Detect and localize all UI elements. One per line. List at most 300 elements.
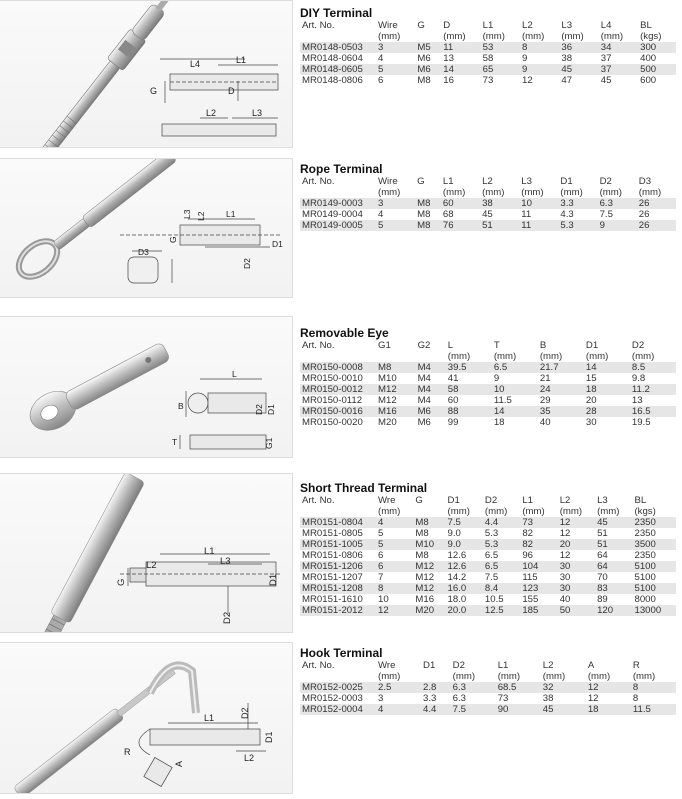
table-unit-row — [300, 351, 676, 362]
table-cell: D1 — [560, 176, 573, 187]
table-cell: Wre — [378, 495, 396, 506]
dim-label-g: G — [116, 578, 127, 586]
dim-label-l3: L3 — [252, 108, 263, 118]
table-cell: 2350 — [634, 528, 656, 539]
table-cell: M4 — [417, 373, 431, 384]
table-cell: 30 — [559, 572, 571, 583]
table-cell: MR0151-0806 — [302, 550, 363, 561]
table-cell: (mm) — [599, 187, 622, 198]
table-cell: 2350 — [634, 550, 656, 561]
table-cell: 7.5 — [599, 209, 613, 220]
table-cell: 16.0 — [446, 583, 483, 594]
table-cell: 70 — [597, 572, 608, 583]
table-cell: Art. No. — [302, 340, 335, 351]
table-cell: M6 — [415, 64, 441, 75]
table-cell: L3 — [597, 495, 608, 506]
table-cell: 2.8 — [421, 682, 451, 693]
table-cell: L3 — [521, 176, 532, 187]
table-cell: (mm) — [631, 351, 655, 362]
table-cell: 73 — [482, 75, 494, 86]
table-cell: 18 — [584, 384, 630, 395]
table-cell: (mm) — [587, 671, 611, 682]
table-cell: 12 — [558, 517, 595, 528]
table-cell: 38 — [561, 53, 573, 64]
table-cell: L3 — [561, 20, 573, 31]
table-cell: 5 — [376, 220, 415, 231]
table-cell: R — [632, 660, 640, 671]
table-header-row — [300, 495, 676, 506]
table-unit-row — [300, 506, 676, 517]
table-cell: 13 — [443, 53, 454, 64]
dim-label-l4: L4 — [190, 59, 201, 69]
table-cell: MR0151-0805 — [302, 528, 363, 539]
table-unit-row — [300, 671, 676, 682]
table-cell: 5 — [376, 539, 413, 550]
dim-label-l2: L2 — [146, 560, 157, 571]
spec-table — [300, 660, 676, 715]
table-cell: M4 — [416, 384, 446, 395]
table-cell: 5100 — [632, 561, 676, 572]
table-cell: 35 — [538, 406, 584, 417]
table-unit-row — [300, 187, 676, 198]
dim-label-l1: L1 — [204, 546, 215, 557]
table-cell: 4 — [378, 53, 384, 64]
table-cell: 7.5 — [484, 572, 499, 583]
dim-label-b: B — [178, 401, 184, 411]
table-cell: 89 — [597, 594, 608, 605]
table-cell — [300, 31, 376, 42]
table-header-row — [300, 340, 676, 351]
dim-label-d1: D1 — [268, 573, 279, 586]
table-cell: MR0151-1207 — [302, 572, 363, 583]
table-cell: MR0150-0008 — [300, 362, 376, 373]
table-cell: Art. No. — [302, 495, 335, 506]
table-row — [300, 528, 676, 539]
table-cell: MR0151-1610 — [302, 594, 363, 605]
table-cell: 5100 — [632, 583, 676, 594]
table-cell: (mm) — [521, 187, 544, 198]
table-cell: 26 — [638, 209, 650, 220]
table-cell: 4.4 — [421, 704, 451, 715]
table-row — [300, 539, 676, 550]
table-cell: 32 — [541, 682, 586, 693]
table-cell: 3 — [376, 198, 415, 209]
table-cell: 6.5 — [484, 550, 499, 561]
table-cell: (mm) — [521, 31, 545, 42]
table-row — [300, 406, 676, 417]
table-cell: M20 — [413, 605, 445, 616]
table-cell: 10 — [519, 198, 558, 209]
table-cell: MR0148-0604 — [302, 53, 363, 64]
table-cell: MR0152-0025 — [300, 682, 376, 693]
table-cell: M12 — [413, 583, 445, 594]
table-cell: Wire — [378, 20, 398, 31]
table-cell: (mm) — [638, 187, 662, 198]
table-cell: M8 — [415, 528, 429, 539]
table-cell: 11.2 — [630, 384, 676, 395]
table-row — [300, 42, 676, 53]
table-cell: 12 — [521, 75, 533, 86]
table-cell: M12 — [376, 384, 416, 395]
table-cell: D3 — [638, 176, 652, 187]
spec-table — [300, 176, 676, 231]
table-cell: 10 — [378, 594, 389, 605]
table-cell: 8 — [632, 693, 639, 704]
table-cell: 5.3 — [483, 539, 520, 550]
table-cell: 58 — [482, 53, 494, 64]
table-cell: 21.7 — [538, 362, 584, 373]
table-cell: 500 — [638, 64, 676, 75]
table-cell: 68 — [442, 209, 454, 220]
table-cell: D1 — [447, 495, 460, 506]
dim-label-d1: D1 — [266, 404, 276, 415]
table-cell: (mm) — [560, 187, 583, 198]
table-cell: 120 — [595, 605, 632, 616]
table-cell: MR0148-0806 — [302, 75, 363, 86]
table-cell: G — [417, 176, 425, 187]
table-cell: 155 — [522, 594, 539, 605]
dim-label-l: L — [232, 369, 237, 379]
table-cell: 4 — [376, 704, 421, 715]
table-cell: M16 — [415, 594, 435, 605]
table-cell: 13 — [631, 395, 643, 406]
table-cell: (mm) — [482, 187, 505, 198]
table-cell: 36 — [559, 42, 598, 53]
table-cell: M12 — [378, 395, 397, 406]
section-title: Hook Terminal — [300, 646, 383, 660]
table-cell: 3.3 — [558, 198, 597, 209]
table-row — [300, 594, 676, 605]
table-cell: 51 — [595, 539, 632, 550]
dim-label-d1: D1 — [264, 731, 274, 743]
table-cell: 4 — [378, 209, 384, 220]
table-cell: M8 — [376, 362, 416, 373]
diy-terminal-image — [0, 0, 293, 148]
table-cell: 6.5 — [483, 561, 520, 572]
section-title: Rope Terminal — [300, 162, 383, 176]
table-cell: 51 — [597, 528, 608, 539]
table-cell: 96 — [522, 550, 533, 561]
table-row — [300, 198, 676, 209]
table-header-row — [300, 20, 676, 31]
table-cell: B — [539, 340, 547, 351]
table-cell — [300, 671, 376, 682]
table-cell: 14 — [492, 406, 538, 417]
table-cell: 11.5 — [493, 395, 512, 406]
table-cell: 8.5 — [630, 362, 676, 373]
table-row — [300, 704, 676, 715]
table-cell: 28 — [584, 406, 630, 417]
table-row — [300, 362, 676, 373]
table-cell: M8 — [415, 550, 429, 561]
table-cell: Art. No. — [302, 176, 335, 187]
table-cell: 8000 — [634, 594, 656, 605]
table-cell: 6.3 — [598, 198, 637, 209]
table-cell: 5.3 — [484, 528, 499, 539]
table-cell: 82 — [522, 528, 533, 539]
table-cell: 64 — [595, 561, 632, 572]
table-unit-row — [300, 31, 676, 42]
table-cell: M10 — [378, 373, 397, 384]
table-cell: 14 — [584, 362, 630, 373]
table-cell: 12.6 — [447, 550, 467, 561]
table-cell: D — [443, 20, 451, 31]
table-cell: 37 — [599, 64, 638, 75]
table-row — [300, 517, 676, 528]
table-cell: (mm) — [378, 671, 401, 682]
table-cell: BL — [634, 495, 647, 506]
table-cell: 18 — [586, 704, 631, 715]
table-cell: 26 — [637, 220, 676, 231]
table-cell: M8 — [417, 75, 431, 86]
table-cell: 3500 — [632, 539, 676, 550]
table-cell: M8 — [417, 209, 431, 220]
table-cell: T — [493, 340, 500, 351]
table-cell: L1 — [482, 20, 494, 31]
table-cell — [415, 31, 441, 42]
table-cell: (mm) — [442, 187, 466, 198]
table-cell: Wire — [378, 176, 398, 187]
table-cell: MR0152-0003 — [302, 693, 363, 704]
dim-label-l1: L1 — [226, 209, 236, 219]
dim-label-t: T — [172, 437, 178, 447]
table-cell: 5 — [376, 64, 415, 75]
table-cell: 600 — [640, 75, 657, 86]
table-cell — [421, 671, 451, 682]
table-cell: L2 — [482, 176, 493, 187]
table-cell: 9.8 — [631, 373, 646, 384]
table-cell: 16.5 — [630, 406, 676, 417]
table-row — [300, 64, 676, 75]
dim-label-d1: D1 — [272, 239, 283, 249]
dim-label-d2: D2 — [254, 404, 264, 415]
table-cell: 9 — [493, 373, 500, 384]
spec-table — [300, 20, 676, 86]
table-cell: MR0152-0004 — [300, 704, 376, 715]
table-cell: 6 — [378, 75, 384, 86]
spec-table — [300, 495, 676, 616]
table-cell: (mm) — [447, 351, 471, 362]
table-cell: 26 — [637, 198, 676, 209]
table-cell: 14 — [441, 64, 480, 75]
short-thread-terminal-image — [0, 473, 293, 633]
table-cell: D2 — [452, 660, 465, 671]
table-cell: 8 — [631, 682, 676, 693]
table-cell: 60 — [441, 198, 480, 209]
table-cell: 21 — [539, 373, 551, 384]
table-cell: 7 — [378, 572, 384, 583]
table-cell: L1 — [522, 495, 533, 506]
table-cell: MR0149-0003 — [300, 198, 376, 209]
table-row — [300, 572, 676, 583]
table-cell: (mm) — [484, 506, 508, 517]
dim-label-d2: D2 — [222, 611, 233, 624]
table-cell: 45 — [541, 704, 586, 715]
table-cell: 8 — [520, 42, 559, 53]
section-title: Short Thread Terminal — [300, 481, 428, 495]
table-cell: M8 — [415, 198, 441, 209]
table-cell: 19.5 — [631, 417, 651, 428]
table-cell: L4 — [600, 20, 612, 31]
table-cell: 41 — [447, 373, 459, 384]
dim-label-l2: L2 — [206, 108, 217, 118]
dim-label-d: D — [228, 86, 235, 96]
dim-label-r: R — [124, 747, 131, 757]
table-cell: Art. No. — [302, 660, 335, 671]
table-cell: (mm) — [597, 506, 620, 517]
table-cell: 18 — [493, 417, 505, 428]
table-cell: M12 — [413, 561, 445, 572]
dim-label-g: G — [168, 236, 178, 243]
table-cell — [376, 351, 416, 362]
table-cell: 9.0 — [447, 528, 461, 539]
table-cell: 9 — [521, 53, 528, 64]
table-cell: 6 — [376, 561, 413, 572]
table-cell: 45 — [482, 209, 493, 220]
table-cell: 115 — [522, 572, 538, 583]
table-cell: 10.5 — [484, 594, 504, 605]
table-cell: 40 — [539, 417, 551, 428]
table-cell: (mm) — [559, 506, 583, 517]
table-cell: G1 — [378, 340, 391, 351]
table-cell: 73 — [520, 517, 557, 528]
dim-label-g: G — [150, 86, 158, 96]
table-cell: G — [417, 20, 425, 31]
table-cell: (mm) — [539, 351, 563, 362]
table-cell: 40 — [559, 594, 571, 605]
table-cell: L2 — [521, 20, 533, 31]
table-cell: MR0151-0804 — [300, 517, 376, 528]
table-cell: 20 — [585, 395, 597, 406]
table-cell: MR0151-1206 — [300, 561, 376, 572]
table-cell: (mm) — [482, 31, 505, 42]
table-cell: 65 — [481, 64, 520, 75]
table-cell: G — [415, 495, 423, 506]
table-cell: MR0151-1005 — [300, 539, 376, 550]
table-cell: L — [447, 340, 454, 351]
table-row — [300, 75, 676, 86]
table-cell: MR0151-2012 — [300, 605, 376, 616]
table-cell: M6 — [417, 417, 431, 428]
table-cell: 7.5 — [451, 704, 496, 715]
table-row — [300, 605, 676, 616]
table-cell: D1 — [585, 340, 599, 351]
table-cell: MR0150-0112 — [302, 395, 363, 406]
table-row — [300, 583, 676, 594]
table-cell: 13000 — [632, 605, 676, 616]
table-cell: 16 — [443, 75, 454, 86]
table-cell — [415, 187, 441, 198]
table-row — [300, 693, 676, 704]
table-cell: 88 — [446, 406, 492, 417]
table-cell: MR0148-0503 — [300, 42, 376, 53]
table-cell — [300, 351, 376, 362]
dim-label-l2: L2 — [244, 753, 255, 763]
table-cell: 53 — [481, 42, 520, 53]
hook-terminal-image — [0, 642, 293, 794]
table-cell: 45 — [600, 75, 612, 86]
table-cell: (mm) — [542, 671, 566, 682]
table-cell: 76 — [441, 220, 480, 231]
table-row — [300, 561, 676, 572]
table-cell: (mm) — [561, 31, 584, 42]
table-cell: 99 — [447, 417, 459, 428]
table-cell: 12 — [559, 550, 571, 561]
table-cell: 24 — [538, 384, 584, 395]
table-cell: 68.5 — [496, 682, 541, 693]
table-header-row — [300, 660, 676, 671]
table-cell: 11.5 — [631, 704, 676, 715]
table-row — [300, 682, 676, 693]
table-cell: 3 — [376, 42, 415, 53]
table-cell: 30 — [585, 417, 597, 428]
dim-label-l1: L1 — [236, 55, 247, 65]
dim-label-l2: L2 — [196, 211, 206, 221]
table-cell: 38 — [542, 693, 554, 704]
table-cell: M6 — [417, 53, 431, 64]
table-cell: 37 — [600, 53, 612, 64]
table-cell: 12.5 — [483, 605, 520, 616]
table-cell: 12 — [559, 528, 571, 539]
table-cell: 12 — [376, 605, 413, 616]
table-cell: 11 — [441, 42, 480, 53]
table-cell: (mm) — [493, 351, 517, 362]
table-row — [300, 53, 676, 64]
table-cell: M16 — [376, 406, 416, 417]
table-cell: D1 — [423, 660, 436, 671]
table-cell: 45 — [595, 517, 632, 528]
section-title: Removable Eye — [300, 326, 389, 340]
table-cell: MR0148-0605 — [300, 64, 376, 75]
table-cell: D2 — [599, 176, 612, 187]
table-cell: 3.3 — [423, 693, 437, 704]
table-cell: MR0150-0010 — [302, 373, 363, 384]
table-cell: 6.5 — [492, 362, 538, 373]
table-cell: 2350 — [632, 517, 676, 528]
dim-label-l3: L3 — [182, 209, 192, 219]
table-cell: 2.5 — [376, 682, 421, 693]
table-cell: 104 — [520, 561, 557, 572]
table-cell: 7.5 — [446, 517, 483, 528]
dim-label-d2: D2 — [240, 707, 250, 719]
table-cell: 39.5 — [446, 362, 492, 373]
table-cell — [300, 506, 376, 517]
table-cell: 9 — [598, 220, 637, 231]
table-row — [300, 550, 676, 561]
table-cell: 11 — [519, 220, 558, 231]
table-row — [300, 384, 676, 395]
table-cell: 12.6 — [446, 561, 483, 572]
table-cell: BL — [640, 20, 652, 31]
table-cell: 38 — [480, 198, 519, 209]
table-cell: MR0150-0020 — [302, 417, 363, 428]
table-cell: 8 — [376, 583, 413, 594]
table-cell: (mm) — [378, 187, 401, 198]
table-cell: 64 — [597, 550, 608, 561]
table-cell: (mm) — [585, 351, 609, 362]
table-cell: M12 — [415, 572, 435, 583]
table-row — [300, 220, 676, 231]
table-cell: 50 — [558, 605, 595, 616]
table-cell: 3 — [378, 693, 384, 704]
table-cell: MR0150-0016 — [300, 406, 376, 417]
table-cell: 185 — [520, 605, 557, 616]
table-cell: M8 — [413, 517, 445, 528]
table-cell: M5 — [415, 42, 441, 53]
table-cell: 5 — [378, 528, 384, 539]
table-cell: 4.4 — [483, 517, 520, 528]
table-cell: 12 — [586, 682, 631, 693]
